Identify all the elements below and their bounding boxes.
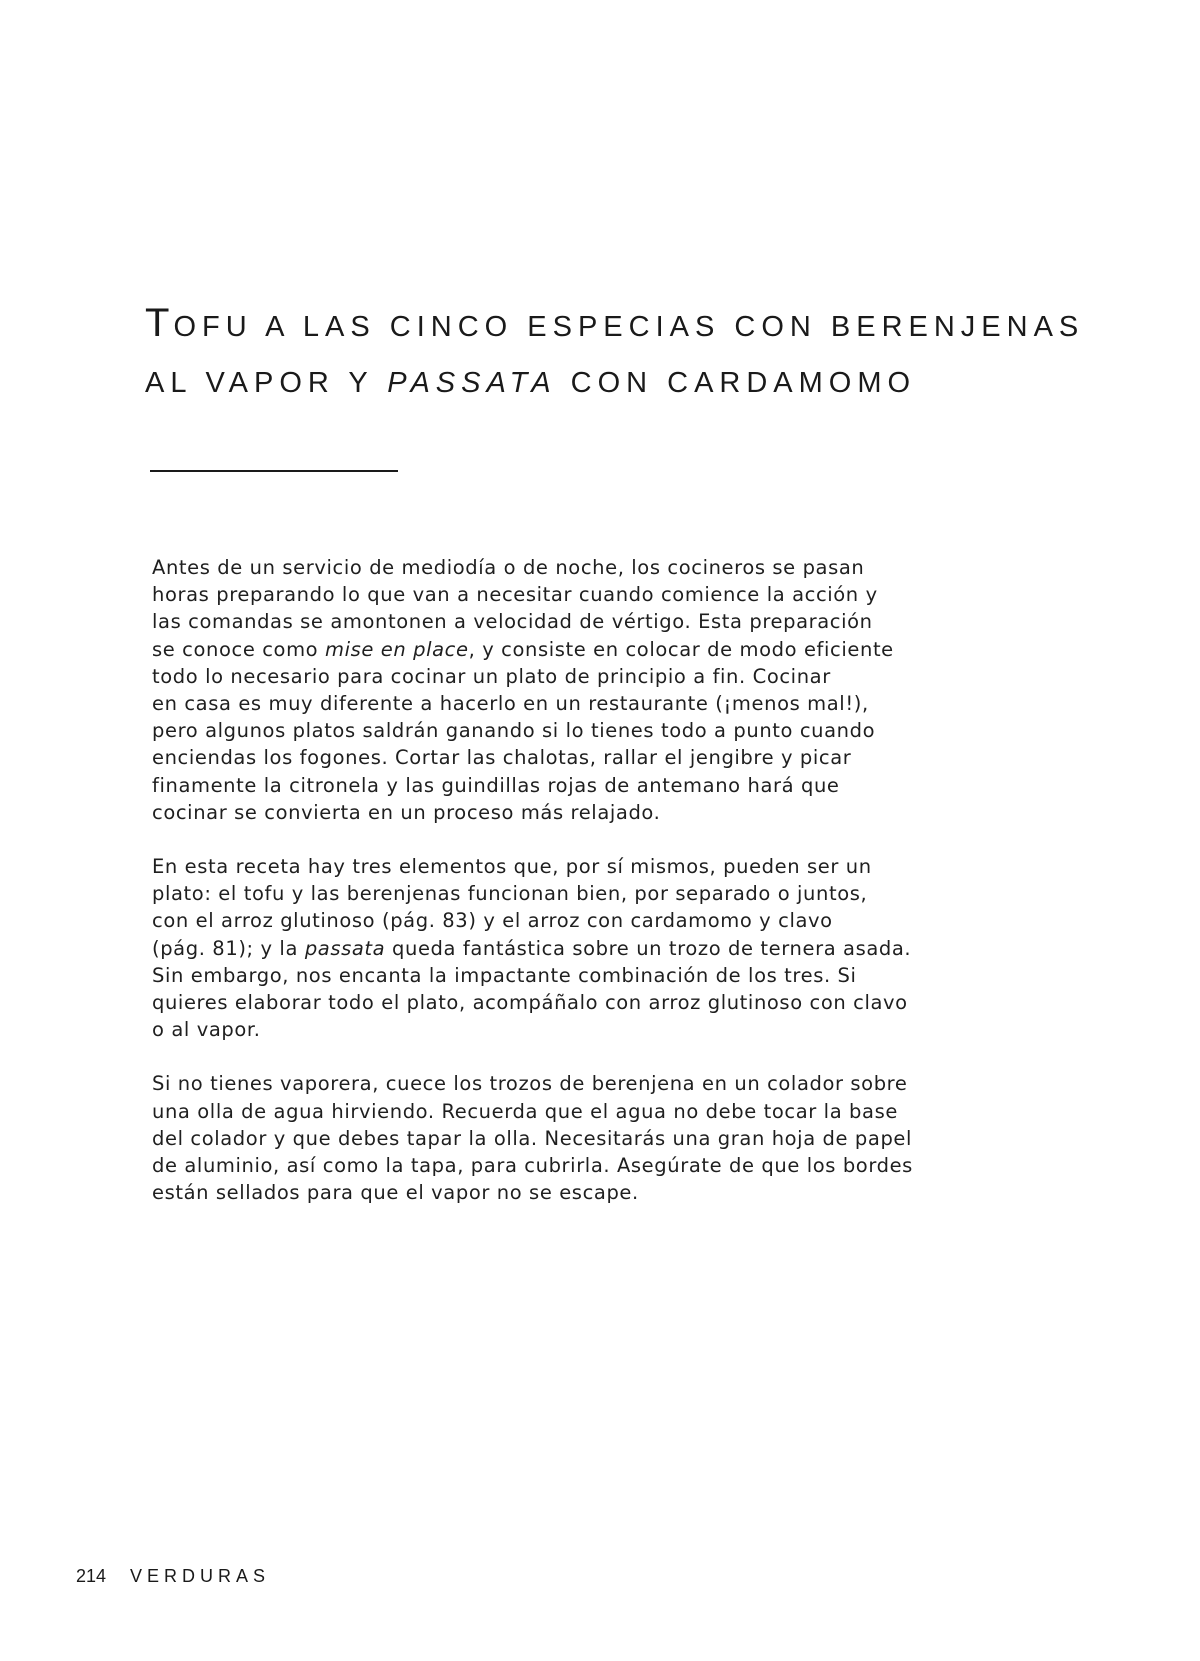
page-footer bbox=[76, 1566, 270, 1587]
emphasis-mise-en-place: mise en place bbox=[325, 637, 469, 661]
title-line-2-pre: AL VAPOR Y bbox=[145, 367, 388, 399]
page-number: 214 bbox=[76, 1566, 107, 1586]
text-line: en casa es muy diferente a hacerlo en un restaurante (¡menos mal!), bbox=[152, 692, 869, 716]
text-line: del colador y que debes tapar la olla. Necesitarás una gran hoja de papel bbox=[152, 1126, 913, 1150]
text-line: Si no tienes vaporera, cuece los trozos de berenjena en un colador sobre bbox=[152, 1072, 908, 1096]
text-segment: , y consiste en colocar de modo eficiente bbox=[468, 637, 894, 661]
title-divider bbox=[150, 470, 398, 472]
text-line: finamente la citronela y las guindillas rojas de antemano hará que bbox=[152, 773, 840, 797]
text-line: todo lo necesario para cocinar un plato de principio a fin. Cocinar bbox=[152, 664, 831, 688]
recipe-title bbox=[145, 295, 1105, 411]
paragraph-2 bbox=[152, 853, 912, 1043]
text-line: pero algunos platos saldrán ganando si lo tienes todo a punto cuando bbox=[152, 719, 876, 743]
title-line-2 bbox=[145, 355, 1105, 411]
text-segment: (pág. 81); y la bbox=[152, 936, 305, 960]
text-line: Antes de un servicio de mediodía o de noche, los cocineros se pasan bbox=[152, 556, 865, 579]
section-name: VERDURAS bbox=[130, 1566, 271, 1586]
title-line-2-post: CON CARDAMOMO bbox=[556, 367, 917, 399]
text-line: Sin embargo, nos encanta la impactante combinación de los tres. Si bbox=[152, 963, 857, 987]
text-line bbox=[152, 636, 912, 663]
text-segment: queda fantástica sobre un trozo de ternera asada. bbox=[385, 936, 912, 960]
title-line-1-text: OFU A LAS CINCO ESPECIAS CON BERENJENAS bbox=[173, 311, 1085, 343]
text-line: cocinar se convierta en un proceso más relajado. bbox=[152, 800, 661, 824]
text-line: de aluminio, así como la tapa, para cubrirla. Asegúrate de que los bordes bbox=[152, 1154, 913, 1178]
paragraph-1 bbox=[152, 554, 912, 826]
paragraph-3 bbox=[152, 1070, 912, 1206]
text-line: quieres elaborar todo el plato, acompáñalo con arroz glutinoso con clavo bbox=[152, 991, 908, 1015]
text-line: En esta receta hay tres elementos que, por sí mismos, pueden ser un bbox=[152, 855, 872, 879]
text-line: una olla de agua hirviendo. Recuerda que el agua no debe tocar la base bbox=[152, 1099, 898, 1123]
title-initial: T bbox=[145, 301, 174, 345]
title-line-1 bbox=[145, 295, 1105, 355]
text-segment: se conoce como bbox=[152, 637, 325, 661]
recipe-intro bbox=[152, 554, 912, 1233]
text-line: plato: el tofu y las berenjenas funcionan bien, por separado o juntos, bbox=[152, 882, 868, 906]
text-line: están sellados para que el vapor no se escape. bbox=[152, 1181, 639, 1205]
text-line: horas preparando lo que van a necesitar cuando comience la acción y bbox=[152, 583, 878, 607]
emphasis-passata: passata bbox=[304, 936, 386, 960]
title-line-2-italic: PASSATA bbox=[387, 367, 557, 399]
text-line: o al vapor. bbox=[152, 1018, 261, 1042]
text-line: enciendas los fogones. Cortar las chalotas, rallar el jengibre y picar bbox=[152, 746, 852, 770]
text-line bbox=[152, 935, 912, 962]
text-line: con el arroz glutinoso (pág. 83) y el arroz con cardamomo y clavo bbox=[152, 909, 833, 933]
text-line: las comandas se amontonen a velocidad de vértigo. Esta preparación bbox=[152, 610, 873, 634]
